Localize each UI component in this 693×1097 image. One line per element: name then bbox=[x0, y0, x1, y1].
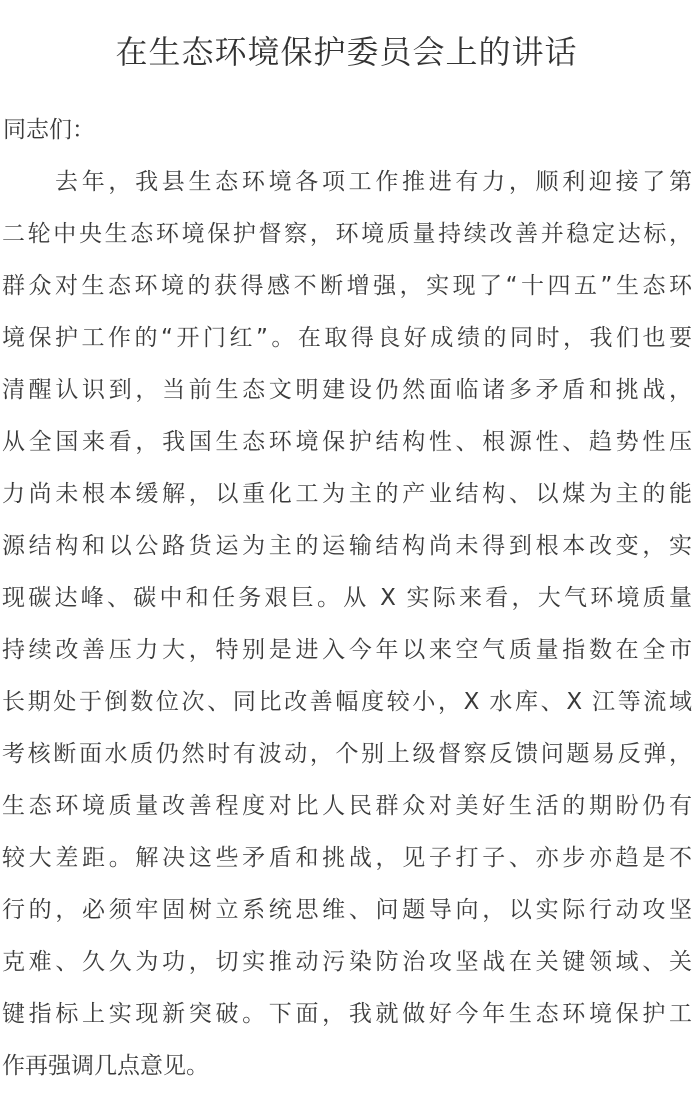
paragraph-line: 清醒认识到，当前生态文明建设仍然面临诸多矛盾和挑战， bbox=[2, 377, 692, 403]
paragraph-line: 行的，必须牢固树立系统思维、问题导向，以实际行动攻坚 bbox=[2, 897, 692, 923]
paragraph-line: 考核断面水质仍然时有波动，个别上级督察反馈问题易反弹， bbox=[2, 741, 692, 767]
paragraph-line: 作再强调几点意见。 bbox=[2, 1053, 209, 1079]
paragraph-line: 持续改善压力大，特别是进入今年以来空气质量指数在全市 bbox=[2, 637, 692, 663]
salutation: 同志们： bbox=[3, 117, 95, 143]
paragraph-line: 较大差距。解决这些矛盾和挑战，见子打子、亦步亦趋是不 bbox=[2, 845, 692, 871]
paragraph-line: 长期处于倒数位次、同比改善幅度较小，X 水库、X 江等流域 bbox=[2, 689, 692, 715]
paragraph-line: 现碳达峰、碳中和任务艰巨。从 X 实际来看，大气环境质量 bbox=[2, 585, 692, 611]
paragraph-line: 二轮中央生态环境保护督察，环境质量持续改善并稳定达标， bbox=[2, 221, 692, 247]
paragraph-line: 克难、久久为功，切实推动污染防治攻坚战在关键领域、关 bbox=[2, 949, 692, 975]
paragraph-line: 力尚未根本缓解，以重化工为主的产业结构、以煤为主的能 bbox=[2, 481, 692, 507]
paragraph-line: 境保护工作的“开门红”。在取得良好成绩的同时，我们也要 bbox=[2, 325, 692, 351]
paragraph-line: 从全国来看，我国生态环境保护结构性、根源性、趋势性压 bbox=[2, 429, 692, 455]
paragraph-line: 群众对生态环境的获得感不断增强，实现了“十四五”生态环 bbox=[2, 273, 692, 299]
paragraph-line: 源结构和以公路货运为主的运输结构尚未得到根本改变，实 bbox=[2, 533, 692, 559]
page-title: 在生态环境保护委员会上的讲话 bbox=[115, 33, 578, 71]
paragraph-line: 键指标上实现新突破。下面，我就做好今年生态环境保护工 bbox=[2, 1001, 692, 1027]
paragraph-line: 生态环境质量改善程度对比人民群众对美好生活的期盼仍有 bbox=[2, 793, 692, 819]
paragraph-line: 去年，我县生态环境各项工作推进有力，顺利迎接了第 bbox=[55, 169, 692, 195]
